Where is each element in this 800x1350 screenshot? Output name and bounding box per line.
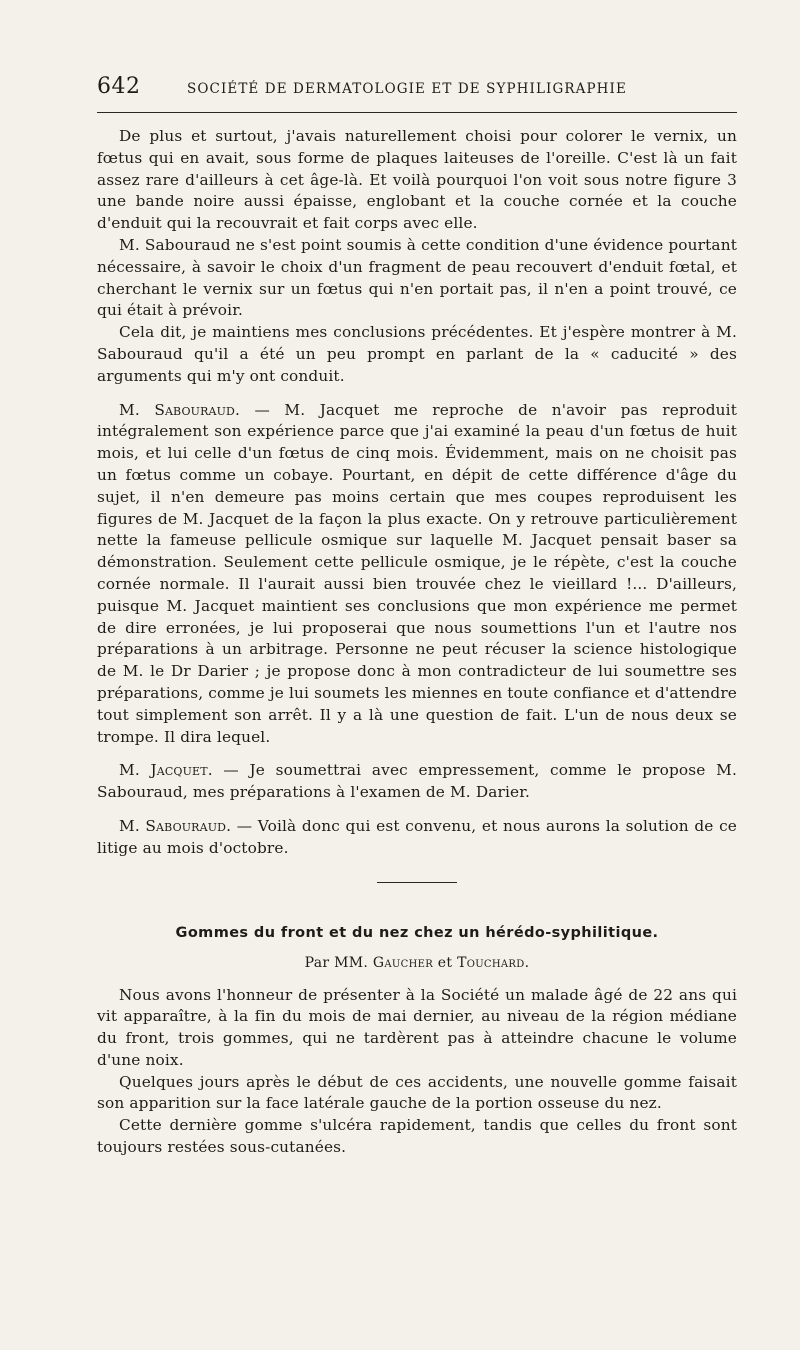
paragraph: De plus et surtout, j'avais naturellement choisi pour colorer le vernix, un fœtus qui en avait, sous forme de plaques laiteuses de l'oreille. C'est là un fait assez rare d'ailleurs à cet âge-là. Et voilà pourquoi l'on voit sous notre figure 3 une bande noire aussi épaisse, englobant et la couche cornée et la couche d'enduit qui la recouvrait et fait corps avec elle. xyxy=(97,127,737,233)
header-rule xyxy=(97,112,737,113)
byline: Par MM. Gaucher et Touchard. xyxy=(304,954,530,971)
paragraph: Nous avons l'honneur de présenter à la Société un malade âgé de 22 ans qui vit apparaître, à la fin du mois de mai dernier, au niveau de la région médiane du front, trois gommes, qui ne tardèrent pas à atteindre chacune le volume d'une noix. xyxy=(97,985,737,1069)
page-body xyxy=(97,126,737,1159)
running-head: SOCIÉTÉ DE DERMATOLOGIE ET DE SYPHILIGRAPHIE xyxy=(187,81,627,97)
speaker-name: M. Sabouraud. xyxy=(119,400,240,419)
author-name: Touchard xyxy=(457,954,525,971)
section-separator xyxy=(377,882,457,883)
paragraph-sabouraud xyxy=(97,400,737,749)
paragraph: Cela dit, je maintiens mes conclusions précédentes. Et j'espère montrer à M. Sabouraud qu'il a été un peu prompt en parlant de la « caducité » des arguments qui m'y ont conduit. xyxy=(97,323,737,385)
author-name: Gaucher xyxy=(372,954,434,971)
speech-text: — Voilà donc qui est convenu, et nous aurons la solution de ce litige au mois d'octobre. xyxy=(97,816,738,857)
paragraph: M. Sabouraud ne s'est point soumis à cette condition d'une évidence pourtant nécessaire, à savoir le choix d'un fragment de peau recouvert d'enduit fœtal, et cherchant le vernix sur un fœtus qui n'en portait pas, il n'en a point trouvé, ce qui était à prévoir. xyxy=(97,235,737,320)
speaker-name: M. Jacquet. xyxy=(119,761,213,780)
paragraph-jacquet xyxy=(97,760,737,804)
paragraph: Quelques jours après le début de ces accidents, une nouvelle gomme faisait son apparition sur la face latérale gauche de la portion osseuse du nez. xyxy=(97,1072,737,1113)
page-number: 642 xyxy=(97,74,141,99)
paragraph-sabouraud-2 xyxy=(97,816,737,860)
paragraph: Cette dernière gomme s'ulcéra rapidement, tandis que celles du front sont toujours restées sous-cutanées. xyxy=(97,1116,737,1157)
section-title: Gommes du front et du nez chez un hérédo-syphilitique. xyxy=(175,924,659,941)
speaker-name: M. Sabouraud. xyxy=(119,816,232,835)
speech-text: — Je soumettrai avec empressement, comme le propose M. Sabouraud, mes préparations à l'examen de M. Darier. xyxy=(97,761,737,802)
speech-text: — M. Jacquet me reproche de n'avoir pas reproduit intégralement son expérience parce que j'ai examiné la peau d'un fœtus de huit mois, et lui celle d'un fœtus de cinq mois. Évidemment, mais on ne choisit pas un fœtus comme un cobaye. Pourtant, en dépit de cette différence d'âge du sujet, il n'en demeure pas moins certain que mes coupes reproduisent les figures de M. Jacquet de la façon la plus exacte. On y retrouve particulièrement nette la fameuse pellicule osmique sur laquelle M. Jacquet pensait baser sa démonstration. Seulement cette pellicule osmique, je le répète, c'est la couche cornée normale. Il l'aurait aussi bien trouvée chez le vieillard !... D'ailleurs, puisque M. Jacquet maintient ses conclusions que mon expérience me permet de dire erronées, je lui proposerai que nous soumettions l'un et l'autre nos préparations à un arbitrage. Personne ne peut récuser la science histologique de M. le Dr Darier ; je propose donc à mon contradicteur de lui soumettre ses préparations, comme je lui soumets les miennes en toute confiance et d'attendre tout simplement son arrêt. Il y a là une question de fait. L'un de nous deux se trompe. Il dira lequel. xyxy=(97,400,738,746)
page-header xyxy=(97,74,737,104)
